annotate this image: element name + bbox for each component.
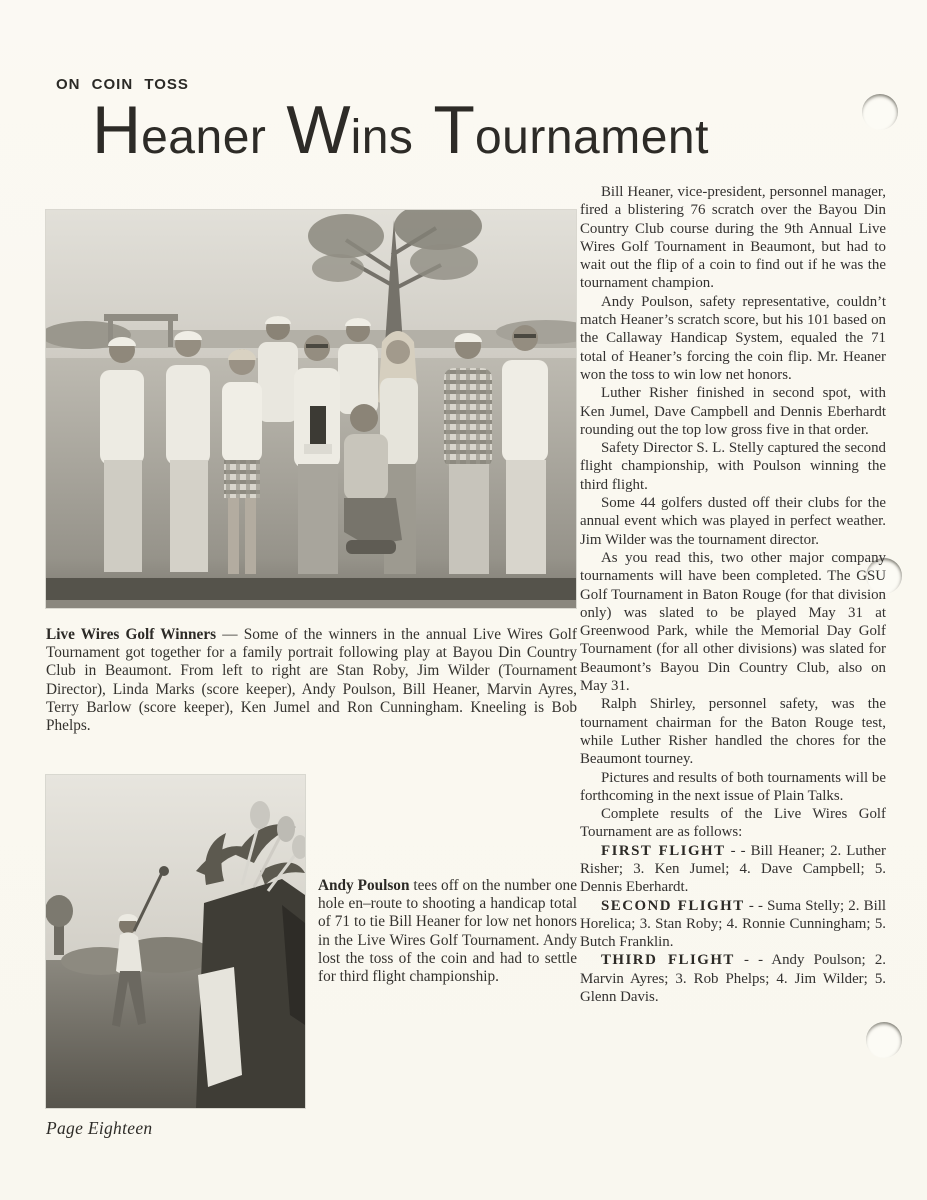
article-column [580, 183, 886, 1006]
article-paragraph: Pictures and results of both tournaments will be forthcoming in the next issue of Plain Talks. [580, 769, 886, 804]
caption-text: tees off on the number one hole en–route to shooting a handicap total of 71 to tie Bill Heaner for low net honors in the Live Wires Golf Tournament. Andy lost the toss of the coin and had to settle for third flight championship. [318, 877, 577, 986]
article-paragraph: Complete results of the Live Wires Golf Tournament are as follows: [580, 806, 886, 841]
punch-hole [862, 94, 898, 130]
caption-lead: Live Wires Golf Winners [46, 626, 217, 643]
punch-hole [866, 1022, 902, 1058]
article-paragraph-second-flight: SECOND FLIGHT - - Suma Stelly; 2. Bill Horelica; 3. Stan Roby; 4. Ronnie Cunningham; 5. Butch Franklin. [580, 897, 886, 951]
group-photo-illustration [46, 210, 576, 608]
article-paragraph: As you read this, two other major company tournaments will have been completed. The GSU Golf Tournament in Baton Rouge (for that division only) was slated to be played May 31 at Greenwood Park, while the Memorial Day Golf Tournament (for all other divisions) was slated for Beaumont’s Bayou Din Country Club, also on May 31. [580, 549, 886, 695]
headline-word: W ins [286, 92, 414, 168]
kicker: ON COIN TOSS [56, 76, 189, 93]
flight-heading: SECOND FLIGHT [601, 897, 745, 914]
figure [294, 335, 340, 574]
article-paragraph: Some 44 golfers dusted off their clubs for the annual event which was played in perfect weather. Jim Wilder was the tournament director. [580, 495, 886, 548]
figure [100, 337, 144, 572]
headline-word: H eaner [92, 92, 267, 168]
figure [502, 325, 548, 574]
page-title [92, 92, 709, 168]
page-number: Page Eighteen [46, 1118, 153, 1138]
group-photo-caption [46, 626, 577, 735]
article-paragraph-first-flight: FIRST FLIGHT - - Bill Heaner; 2. Luther Risher; 3. Ken Jumel; 4. Dave Campbell; 5. Dennis Eberhardt. [580, 842, 886, 896]
caption-text: — Some of the winners in the annual Live Wires Golf Tournament got together for a family portrait following play at Bayou Din Country Club in Beaumont. From left to right are Stan Roby, Jim Wilder (Tournament Director), Linda Marks (score keeper), Andy Poulson, Bill Heaner, Marvin Ayres, Terry Barlow (score keeper), Ken Jumel and Ron Cunningham. Kneeling is Bob Phelps. [46, 626, 577, 735]
group-photo [46, 210, 576, 608]
article-paragraph: Andy Poulson, safety representative, couldn’t match Heaner’s scratch score, but his 101 based on the Callaway Handicap System, equaled the 71 total of Heaner’s forcing the coin flip. Mr. Heaner won the toss to win low net honors. [580, 293, 886, 383]
article-paragraph: Luther Risher finished in second spot, with Ken Jumel, Dave Campbell and Dennis Eberhardt rounding out the top low gross five in that order. [580, 385, 886, 438]
article-paragraph: Bill Heaner, vice-president, personnel manager, fired a blistering 76 scratch over the Bayou Din Country Club course during the 9th Annual Live Wires Golf Tournament in Beaumont, but had to wait out the flip of a coin to find out if he was the tournament champion. [580, 184, 886, 292]
article-paragraph: Safety Director S. L. Stelly captured the second flight championship, with Poulson winning the third flight. [580, 440, 886, 493]
figure [444, 333, 492, 574]
tee-off-photo-illustration [46, 775, 305, 1108]
caption-lead: Andy Poulson [318, 877, 410, 894]
article-paragraph-third-flight: THIRD FLIGHT - - Andy Poulson; 2. Marvin Ayres; 3. Rob Phelps; 4. Jim Wilder; 5. Glenn Davis. [580, 952, 886, 1006]
tee-photo-caption [318, 877, 577, 986]
article-paragraph: Ralph Shirley, personnel safety, was the tournament chairman for the Baton Rouge test, while Luther Risher handled the chores for the Beaumont tourney. [580, 696, 886, 768]
figure [166, 331, 210, 572]
tee-off-photo [46, 775, 305, 1108]
headline-word: T ournament [433, 92, 709, 168]
flight-heading: FIRST FLIGHT [601, 842, 726, 859]
flight-heading: THIRD FLIGHT [601, 952, 735, 969]
